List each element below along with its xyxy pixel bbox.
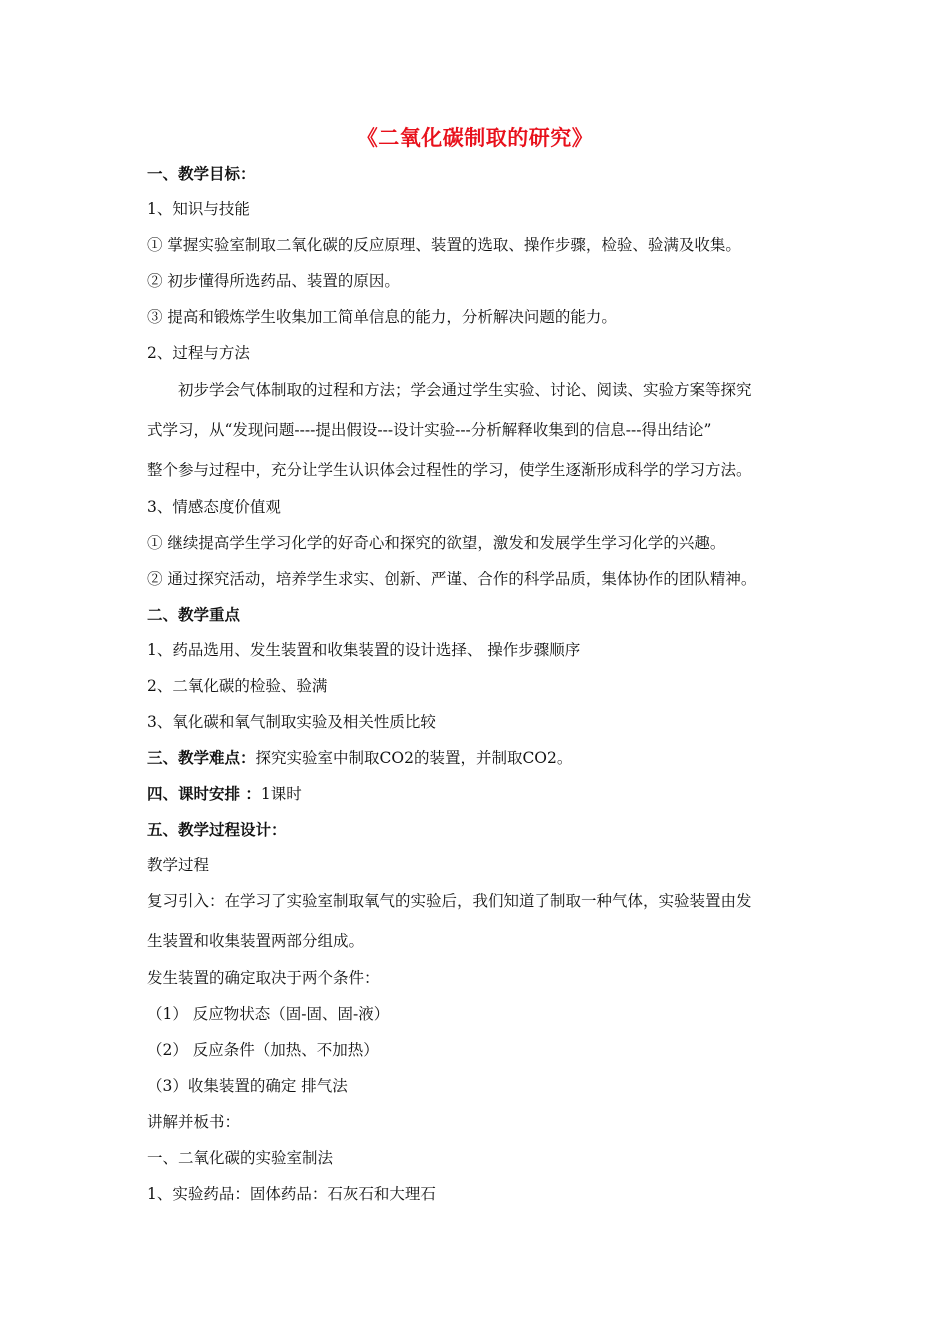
objective-item: ② 通过探究活动，培养学生求实、创新、严谨、合作的科学品质，集体协作的团队精神。 xyxy=(147,570,757,588)
key-point-item: 3、氧化碳和氧气制取实验及相关性质比较 xyxy=(147,713,436,731)
section-heading-difficulties: 三、教学难点： xyxy=(147,748,256,767)
difficulty-line xyxy=(147,748,572,768)
key-point-item: 1、药品选用、发生装置和收集装置的设计选择、 操作步骤顺序 xyxy=(147,641,581,659)
paragraph-line: 教学过程 xyxy=(147,856,210,874)
section-heading-process-design: 五、教学过程设计： xyxy=(147,820,287,839)
paragraph-line: 式学习，从“发现问题----提出假设---设计实验---分析解释收集到的信息---得出结论” xyxy=(147,421,712,439)
section-heading-key-points: 二、教学重点 xyxy=(147,605,241,624)
paragraph-line: 一、二氧化碳的实验室制法 xyxy=(147,1149,334,1167)
document-title: 《二氧化碳制取的研究》 xyxy=(356,125,594,150)
section-heading-objectives: 一、教学目标： xyxy=(147,164,256,183)
subheading-process-methods: 2、过程与方法 xyxy=(147,344,250,362)
paragraph-line: 1、实验药品：固体药品：石灰石和大理石 xyxy=(147,1185,436,1203)
paragraph-line: 复习引入：在学习了实验室制取氧气的实验后，我们知道了制取一种气体，实验装置由发 xyxy=(147,892,752,910)
subheading-knowledge-skills: 1、知识与技能 xyxy=(147,200,250,218)
condition-item: （2） 反应条件（加热、不加热） xyxy=(147,1041,379,1059)
condition-item: （3）收集装置的确定 排气法 xyxy=(147,1077,348,1095)
difficulty-text: 探究实验室中制取CO2的装置，并制取CO2。 xyxy=(255,749,573,767)
condition-item: （1） 反应物状态（固-固、固-液） xyxy=(147,1005,390,1023)
objective-item: ① 继续提高学生学习化学的好奇心和探究的欲望，激发和发展学生学习化学的兴趣。 xyxy=(147,534,726,552)
key-point-item: 2、二氧化碳的检验、验满 xyxy=(147,677,328,695)
objective-item: ③ 提高和锻炼学生收集加工简单信息的能力，分析解决问题的能力。 xyxy=(147,308,617,326)
subheading-attitudes-values: 3、情感态度价值观 xyxy=(147,498,281,516)
paragraph-line: 整个参与过程中，充分让学生认识体会过程性的学习，使学生逐渐形成科学的学习方法。 xyxy=(147,461,752,479)
schedule-text: 1课时 xyxy=(260,785,302,803)
schedule-line xyxy=(147,784,302,804)
section-heading-schedule: 四、课时安排 ： xyxy=(147,784,261,803)
objective-item: ① 掌握实验室制取二氧化碳的反应原理、装置的选取、操作步骤，检验、验满及收集。 xyxy=(147,236,741,254)
paragraph-line: 生装置和收集装置两部分组成。 xyxy=(147,932,365,950)
paragraph-line: 发生装置的确定取决于两个条件： xyxy=(147,969,380,987)
paragraph-line: 讲解并板书： xyxy=(147,1113,241,1131)
paragraph-line: 初步学会气体制取的过程和方法；学会通过学生实验、讨论、阅读、实验方案等探究 xyxy=(178,381,752,399)
objective-item: ② 初步懂得所选药品、装置的原因。 xyxy=(147,272,400,290)
